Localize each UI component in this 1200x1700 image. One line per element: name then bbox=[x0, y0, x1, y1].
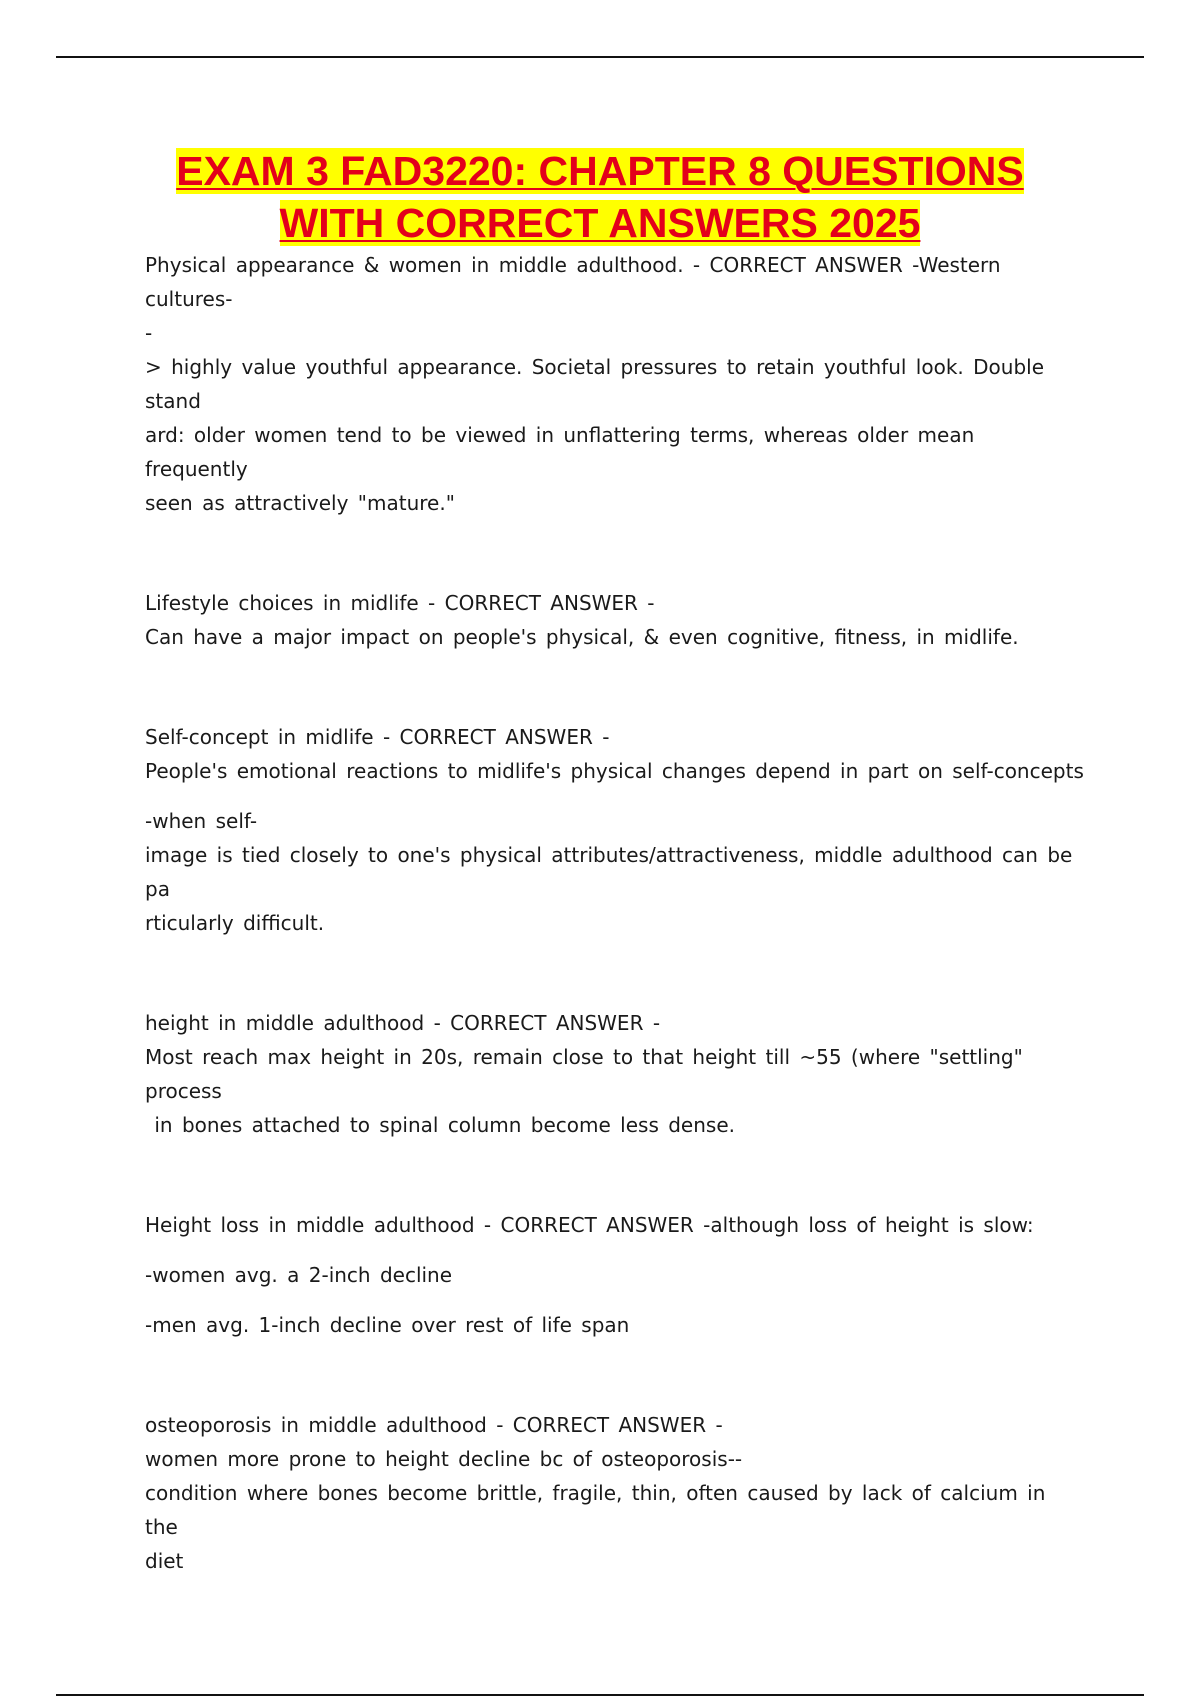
question-line: Physical appearance & women in middle adulthood. - CORRECT ANSWER -Western cultures- bbox=[145, 253, 1001, 311]
answer-line: seen as attractively "mature." bbox=[145, 491, 455, 515]
qa-item-height bbox=[145, 1006, 1085, 1142]
answer-line: - bbox=[145, 321, 153, 345]
question-line: height in middle adulthood - CORRECT ANSWER - bbox=[145, 1011, 661, 1035]
document-title bbox=[110, 145, 1090, 249]
qa-item-self-concept bbox=[145, 720, 1085, 940]
qa-list bbox=[145, 248, 1085, 1644]
answer-line: > highly value youthful appearance. Societal pressures to retain youthful look. Double stand bbox=[145, 355, 1044, 413]
bottom-rule bbox=[56, 1694, 1144, 1696]
qa-item-height-loss bbox=[145, 1208, 1085, 1342]
answer-line: -men avg. 1-inch decline over rest of life span bbox=[145, 1313, 630, 1337]
answer-line: women more prone to height decline bc of osteoporosis-- bbox=[145, 1447, 743, 1471]
answer-line: -when self- bbox=[145, 809, 258, 833]
qa-item-physical-appearance bbox=[145, 248, 1085, 520]
question-line: Self-concept in midlife - CORRECT ANSWER - bbox=[145, 725, 610, 749]
answer-line: People's emotional reactions to midlife's physical changes depend in part on self-concepts bbox=[145, 759, 1084, 783]
title-line-1: EXAM 3 FAD3220: CHAPTER 8 QUESTIONS bbox=[176, 148, 1024, 194]
qa-item-lifestyle-choices bbox=[145, 586, 1085, 654]
answer-line: diet bbox=[145, 1549, 184, 1573]
answer-line: rticularly difficult. bbox=[145, 911, 325, 935]
answer-line: image is tied closely to one's physical attributes/attractiveness, middle adulthood can be pa bbox=[145, 843, 1073, 901]
question-line: Height loss in middle adulthood - CORRECT ANSWER -although loss of height is slow: bbox=[145, 1213, 1034, 1237]
top-rule bbox=[56, 56, 1144, 58]
question-line: Lifestyle choices in midlife - CORRECT ANSWER - bbox=[145, 591, 655, 615]
title-line-2: WITH CORRECT ANSWERS 2025 bbox=[279, 200, 921, 246]
answer-line: ard: older women tend to be viewed in unflattering terms, whereas older mean frequently bbox=[145, 423, 975, 481]
answer-line: Most reach max height in 20s, remain close to that height till ~55 (where "settling" process bbox=[145, 1045, 1023, 1103]
answer-line: in bones attached to spinal column become less dense. bbox=[145, 1113, 735, 1137]
answer-line: -women avg. a 2-inch decline bbox=[145, 1263, 453, 1287]
answer-line: condition where bones become brittle, fragile, thin, often caused by lack of calcium in the bbox=[145, 1481, 1046, 1539]
question-line: osteoporosis in middle adulthood - CORRECT ANSWER - bbox=[145, 1413, 723, 1437]
qa-item-osteoporosis bbox=[145, 1408, 1085, 1578]
answer-line: Can have a major impact on people's physical, & even cognitive, fitness, in midlife. bbox=[145, 625, 1019, 649]
